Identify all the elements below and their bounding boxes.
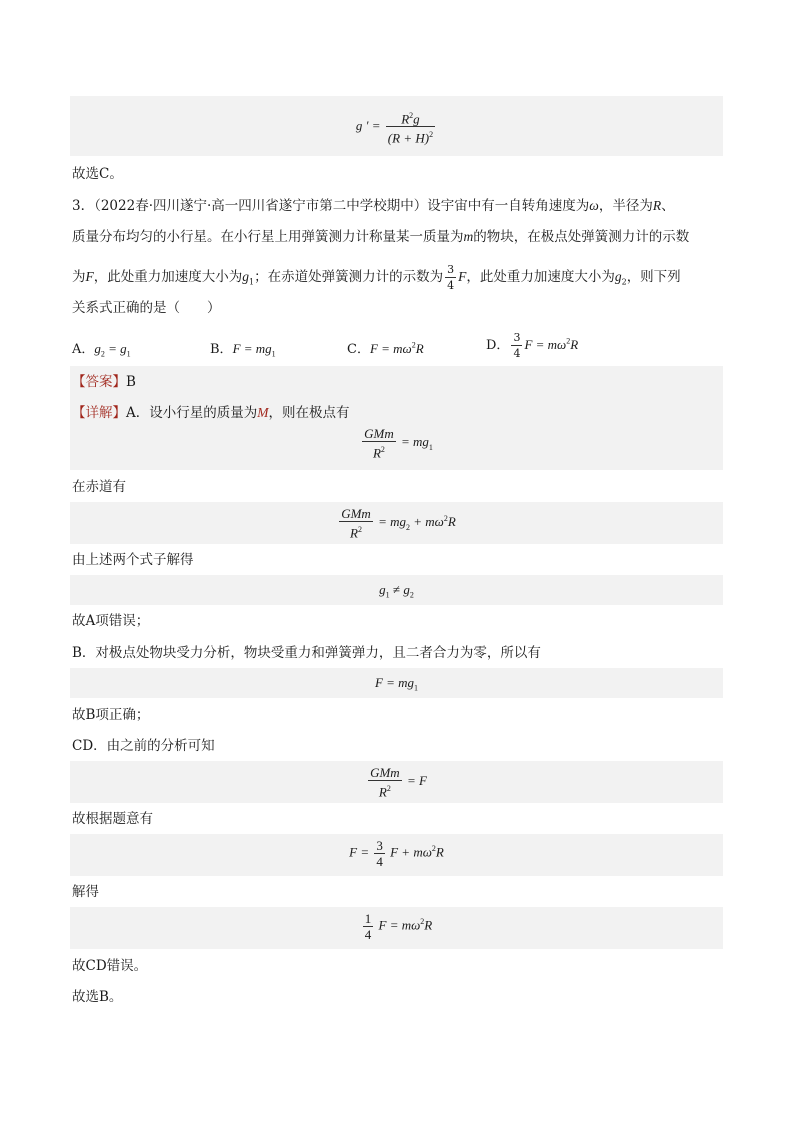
b-right: 故B项正确； — [72, 707, 150, 723]
fraction-3-4: $\frac{3}{4}$ — [447, 263, 455, 292]
q3-line-4: 关系式正确的是（ ） — [72, 300, 221, 316]
equation-pole: $\frac{\text{GMm}}{R^2}$ = $mg_1$ — [364, 426, 433, 461]
combine-intro: 由上述两个式子解得 — [72, 552, 194, 568]
formula-band-fcombo — [70, 834, 723, 876]
equator-intro: 在赤道有 — [72, 479, 126, 495]
formula-band-gprime — [70, 96, 723, 156]
detail-band — [70, 398, 723, 470]
option-d[interactable]: D． $\frac{3}{4}$ $F = m\omega^2R$ — [486, 331, 579, 360]
cd-wrong: 故CD错误。 — [72, 958, 148, 974]
formula-band-gmmf — [70, 761, 723, 803]
eq-lhs: g ′ = — [355, 117, 381, 133]
detail-intro: 【详解】A．设小行星的质量为M，则在极点有 — [72, 405, 350, 421]
q3-line-3: 为F，此处重力加速度大小为$g_1$；在赤道处弹簧测力计的示数为 $\frac{3}{4}$ F，此处重力加速度大小为$g_2$，则下列 — [72, 263, 681, 292]
equation-fmg: $F = mg_1$ — [374, 675, 419, 693]
equation-gprime — [70, 108, 723, 146]
formula-band-fmg — [70, 668, 723, 698]
q3-line-1: 3．（2022春·四川遂宁·高一四川省遂宁市第二中学校期中）设宇宙中有一自转角速度为ω，半径为R、 — [72, 198, 675, 214]
formula-band-quarter — [70, 907, 723, 949]
fraction: $\frac{R^2g}{(R + H)^2}$ — [386, 108, 435, 146]
equation-equator: $\frac{\text{GMm}}{R^2}$ = $mg_2 + m\omega^2R$ — [341, 506, 456, 541]
choose-c: 故选C。 — [72, 166, 123, 182]
answer-band — [70, 366, 723, 398]
option-b[interactable]: B．$F = mg_1$ — [210, 341, 276, 359]
formula-band-equator — [70, 502, 723, 544]
option-c[interactable]: C．$F = m\omega^2R$ — [347, 340, 424, 357]
equation-gmmf: $\frac{\text{GMm}}{R^2}$ = F — [370, 765, 427, 800]
equation-neq: $g_1 \ne g_2$ — [379, 582, 414, 600]
formula-band-neq — [70, 575, 723, 605]
cd-from: 故根据题意有 — [72, 811, 153, 827]
equation-quarter: $\frac{1}{4}$ $F = m\omega^2R$ — [364, 911, 433, 942]
option-a[interactable]: A．$g_2 = g_1$ — [72, 341, 131, 359]
q3-line-2: 质量分布均匀的小行星。在小行星上用弹簧测力计称量某一质量为m的物块，在极点处弹簧测力计的示数 — [72, 229, 690, 245]
cd-intro: CD．由之前的分析可知 — [72, 738, 215, 754]
choose-b: 故选B。 — [72, 989, 123, 1005]
b-intro: B．对极点处物块受力分析，物块受重力和弹簧弹力，且二者合力为零，所以有 — [72, 645, 541, 661]
answer-line: 【答案】B — [72, 374, 136, 390]
a-wrong: 故A项错误； — [72, 613, 150, 629]
equation-fcombo: F = $\frac{3}{4}$ $F + m\omega^2R$ — [349, 838, 444, 869]
solve-intro: 解得 — [72, 884, 99, 900]
